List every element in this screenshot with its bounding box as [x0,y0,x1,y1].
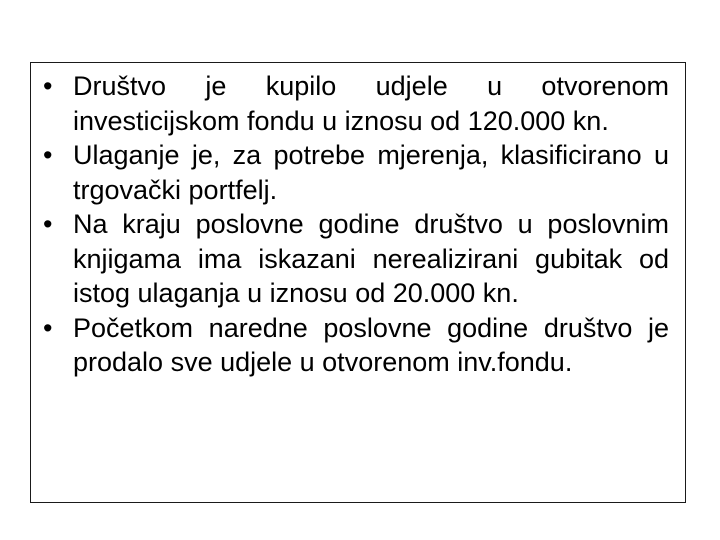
bullet-text: Na kraju poslovne godine društvo u poslovnim knjigama ima iskazani nerealizirani gubitak od istog ulaganja u iznosu od 20.000 kn. [73,209,669,308]
bullet-item-3 [43,207,669,311]
bullet-text: Društvo je kupilo udjele u otvorenom investicijskom fondu u iznosu od 120.000 kn. [73,71,669,136]
bullet-icon: • [43,71,53,101]
bullet-list [43,69,669,380]
text-box [30,62,686,503]
bullet-icon: • [43,140,53,170]
bullet-item-1 [43,69,669,138]
bullet-item-4 [43,311,669,380]
bullet-text: Početkom naredne poslovne godine društvo je prodalo sve udjele u otvorenom inv.fondu. [73,312,669,377]
bullet-icon: • [43,312,53,343]
bullet-item-2 [43,138,669,207]
bullet-text: Ulaganje je, za potrebe mjerenja, klasificirano u trgovački portfelj. [73,140,669,205]
bullet-icon: • [43,209,53,239]
